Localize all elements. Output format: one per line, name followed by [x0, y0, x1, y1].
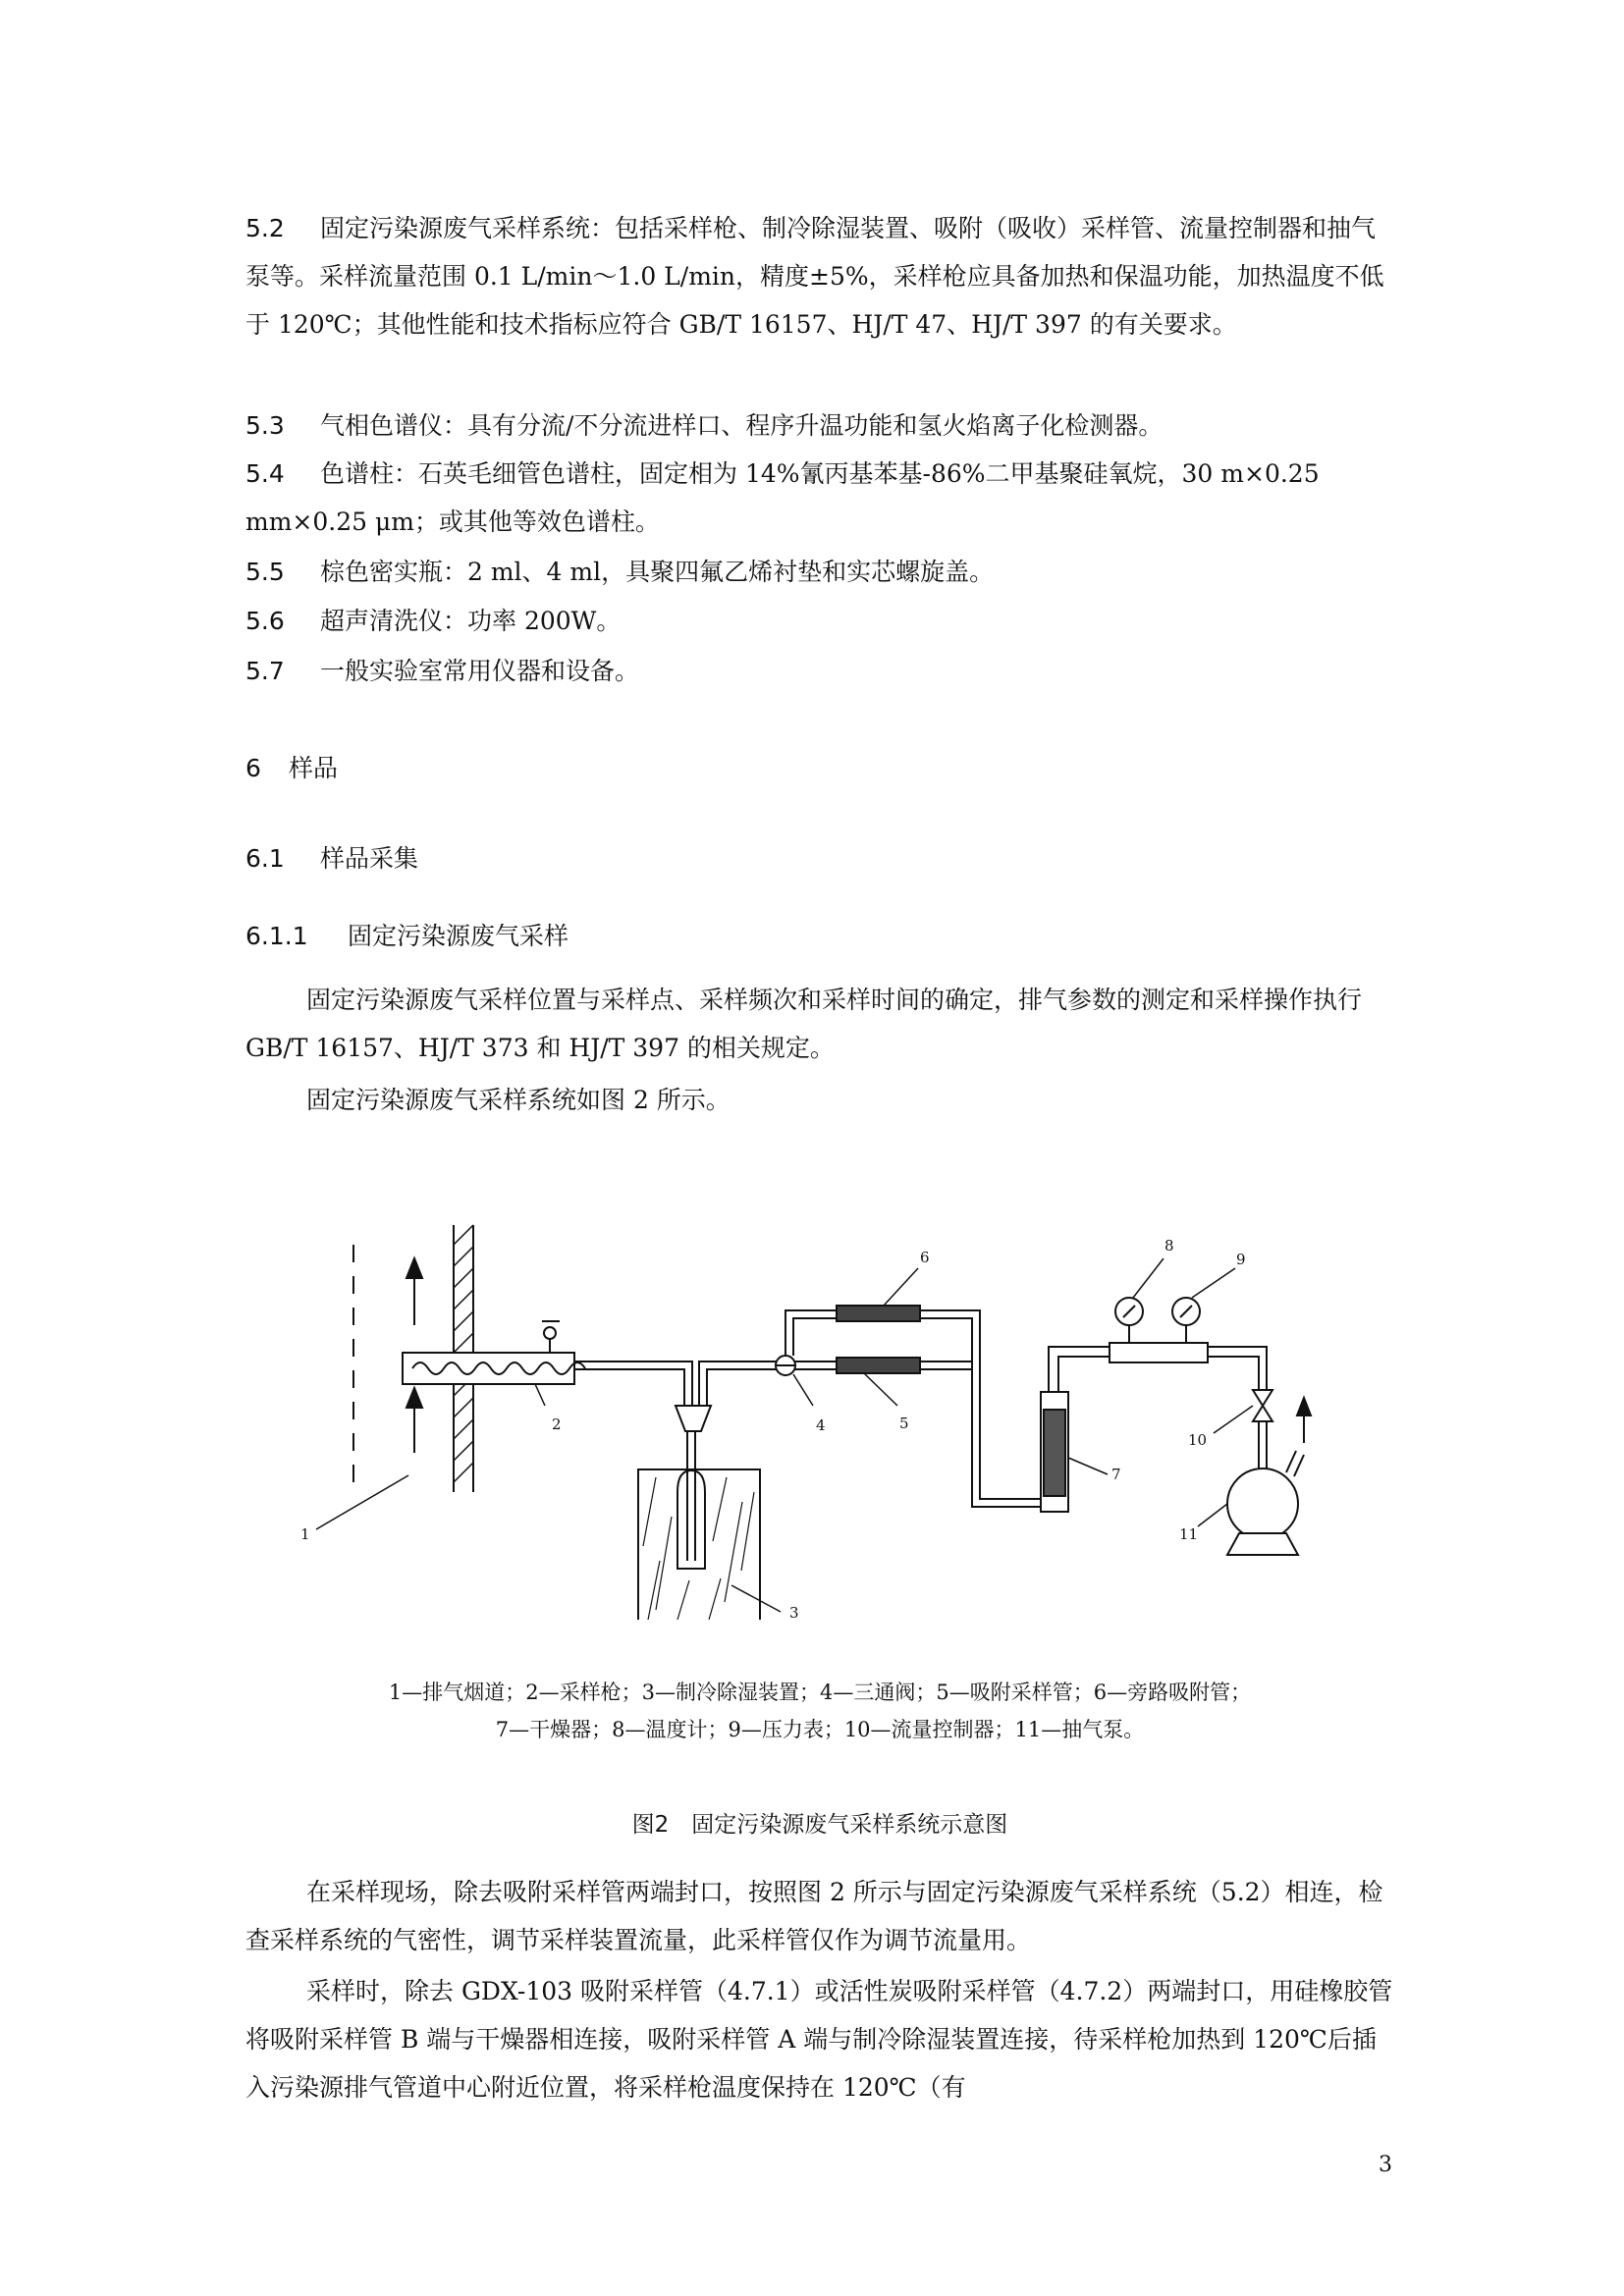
item-text: 一般实验室常用仪器和设备。 [320, 657, 640, 685]
label-1: 1 [300, 1525, 310, 1543]
item-5-3 [245, 401, 1394, 450]
label-9: 9 [1236, 1251, 1246, 1268]
label-2: 2 [552, 1415, 562, 1433]
item-5-7 [245, 647, 1394, 695]
paragraph-4: 采样时，除去 GDX-103 吸附采样管（4.7.1）或活性炭吸附采样管（4.7.2）两端封口，用硅橡胶管将吸附采样管 B 端与干燥器相连接，吸附采样管 A 端与制冷除湿装置连接，待采样枪加热到 120℃后插入污染源排气管道中心附近位置，将采样枪温度保持在 120℃（有 [245, 1977, 1393, 2102]
figure-caption: 图2 固定污染源废气采样系统示意图 [631, 1812, 1008, 1838]
item-number: 5.7 [245, 657, 285, 685]
item-text: 色谱柱：石英毛细管色谱柱，固定相为 14%氰丙基苯基-86%二甲基聚硅氧烷，30 m×0.25 mm×0.25 μm；或其他等效色谱柱。 [245, 459, 1320, 536]
item-number: 5.2 [245, 214, 285, 242]
label-10: 10 [1188, 1431, 1208, 1449]
chiller-dehumidifier [638, 1406, 760, 1620]
bypass-adsorption-tube [837, 1306, 920, 1321]
three-way-valve [776, 1356, 795, 1375]
paragraph-1: 固定污染源废气采样位置与采样点、采样频次和采样时间的确定，排气参数的测定和采样操作执行 GB/T 16157、HJ/T 373 和 HJ/T 397 的相关规定。 [245, 986, 1363, 1062]
section-heading-6-1-1 [245, 917, 568, 952]
label-5: 5 [899, 1415, 909, 1432]
paragraph-2: 固定污染源废气采样系统如图 2 所示。 [306, 1086, 731, 1114]
item-5-4 [245, 450, 1394, 546]
heading-title: 样品 [289, 754, 339, 782]
figure-legend-line-2: 7—干燥器；8—温度计；9—压力表；10—流量控制器；11—抽气泵。 [495, 1718, 1145, 1741]
sampling-probe [403, 1321, 585, 1384]
item-text: 固定污染源废气采样系统：包括采样枪、制冷除湿装置、吸附（吸收）采样管、流量控制器和抽气泵等。采样流量范围 0.1 L/min～1.0 L/min，精度±5%，采样枪应具备加热和保温功能，加热温度不低于 120℃；其他性能和技术指标应符合 GB/T 16157、HJ/T 47、HJ/T 397 的有关要求。 [245, 214, 1384, 339]
page-number: 3 [1379, 2153, 1392, 2177]
gauge-manifold [1110, 1343, 1208, 1362]
paragraph-3: 在采样现场，除去吸附采样管两端封口，按照图 2 所示与固定污染源废气采样系统（5.2）相连，检查采样系统的气密性，调节采样装置流量，此采样管仅作为调节流量用。 [245, 1878, 1383, 1954]
heading-number: 6 [245, 754, 261, 782]
section-heading-6-1 [245, 839, 418, 875]
flow-controller [1253, 1390, 1272, 1421]
label-3: 3 [789, 1604, 799, 1620]
figure-legend-line-1: 1—排气烟道；2—采样枪；3—制冷除湿装置；4—三通阀；5—吸附采样管；6—旁路吸附管； [388, 1681, 1252, 1704]
dryer [1041, 1392, 1068, 1512]
section-heading-6 [245, 749, 338, 784]
heading-number: 6.1 [245, 844, 285, 873]
item-5-5 [245, 548, 1394, 596]
flow-arrow-up-2 [406, 1388, 422, 1453]
label-7: 7 [1111, 1466, 1121, 1483]
item-text: 气相色谱仪：具有分流/不分流进样口、程序升温功能和氢火焰离子化检测器。 [320, 411, 1164, 440]
flow-arrow-up-1 [406, 1258, 422, 1325]
label-6: 6 [920, 1249, 930, 1266]
item-number: 5.3 [245, 411, 285, 440]
item-5-6 [245, 597, 1394, 645]
item-number: 5.6 [245, 607, 285, 635]
item-number: 5.5 [245, 558, 285, 586]
sampling-system-diagram [0, 1178, 1624, 1620]
pressure-gauge [1172, 1298, 1200, 1343]
heading-title: 样品采集 [320, 844, 419, 873]
item-text: 超声清洗仪：功率 200W。 [320, 607, 622, 635]
label-4: 4 [816, 1416, 826, 1434]
heading-number: 6.1.1 [245, 922, 308, 950]
item-text: 棕色密实瓶：2 ml、4 ml，具聚四氟乙烯衬垫和实芯螺旋盖。 [320, 558, 995, 586]
heading-title: 固定污染源废气采样 [348, 922, 569, 950]
exhaust-arrow [1297, 1398, 1311, 1443]
item-5-2 [245, 204, 1394, 348]
thermometer [1115, 1298, 1143, 1343]
label-11: 11 [1179, 1525, 1199, 1543]
item-number: 5.4 [245, 459, 285, 488]
adsorption-sampling-tube [837, 1358, 920, 1373]
label-8: 8 [1164, 1237, 1174, 1255]
